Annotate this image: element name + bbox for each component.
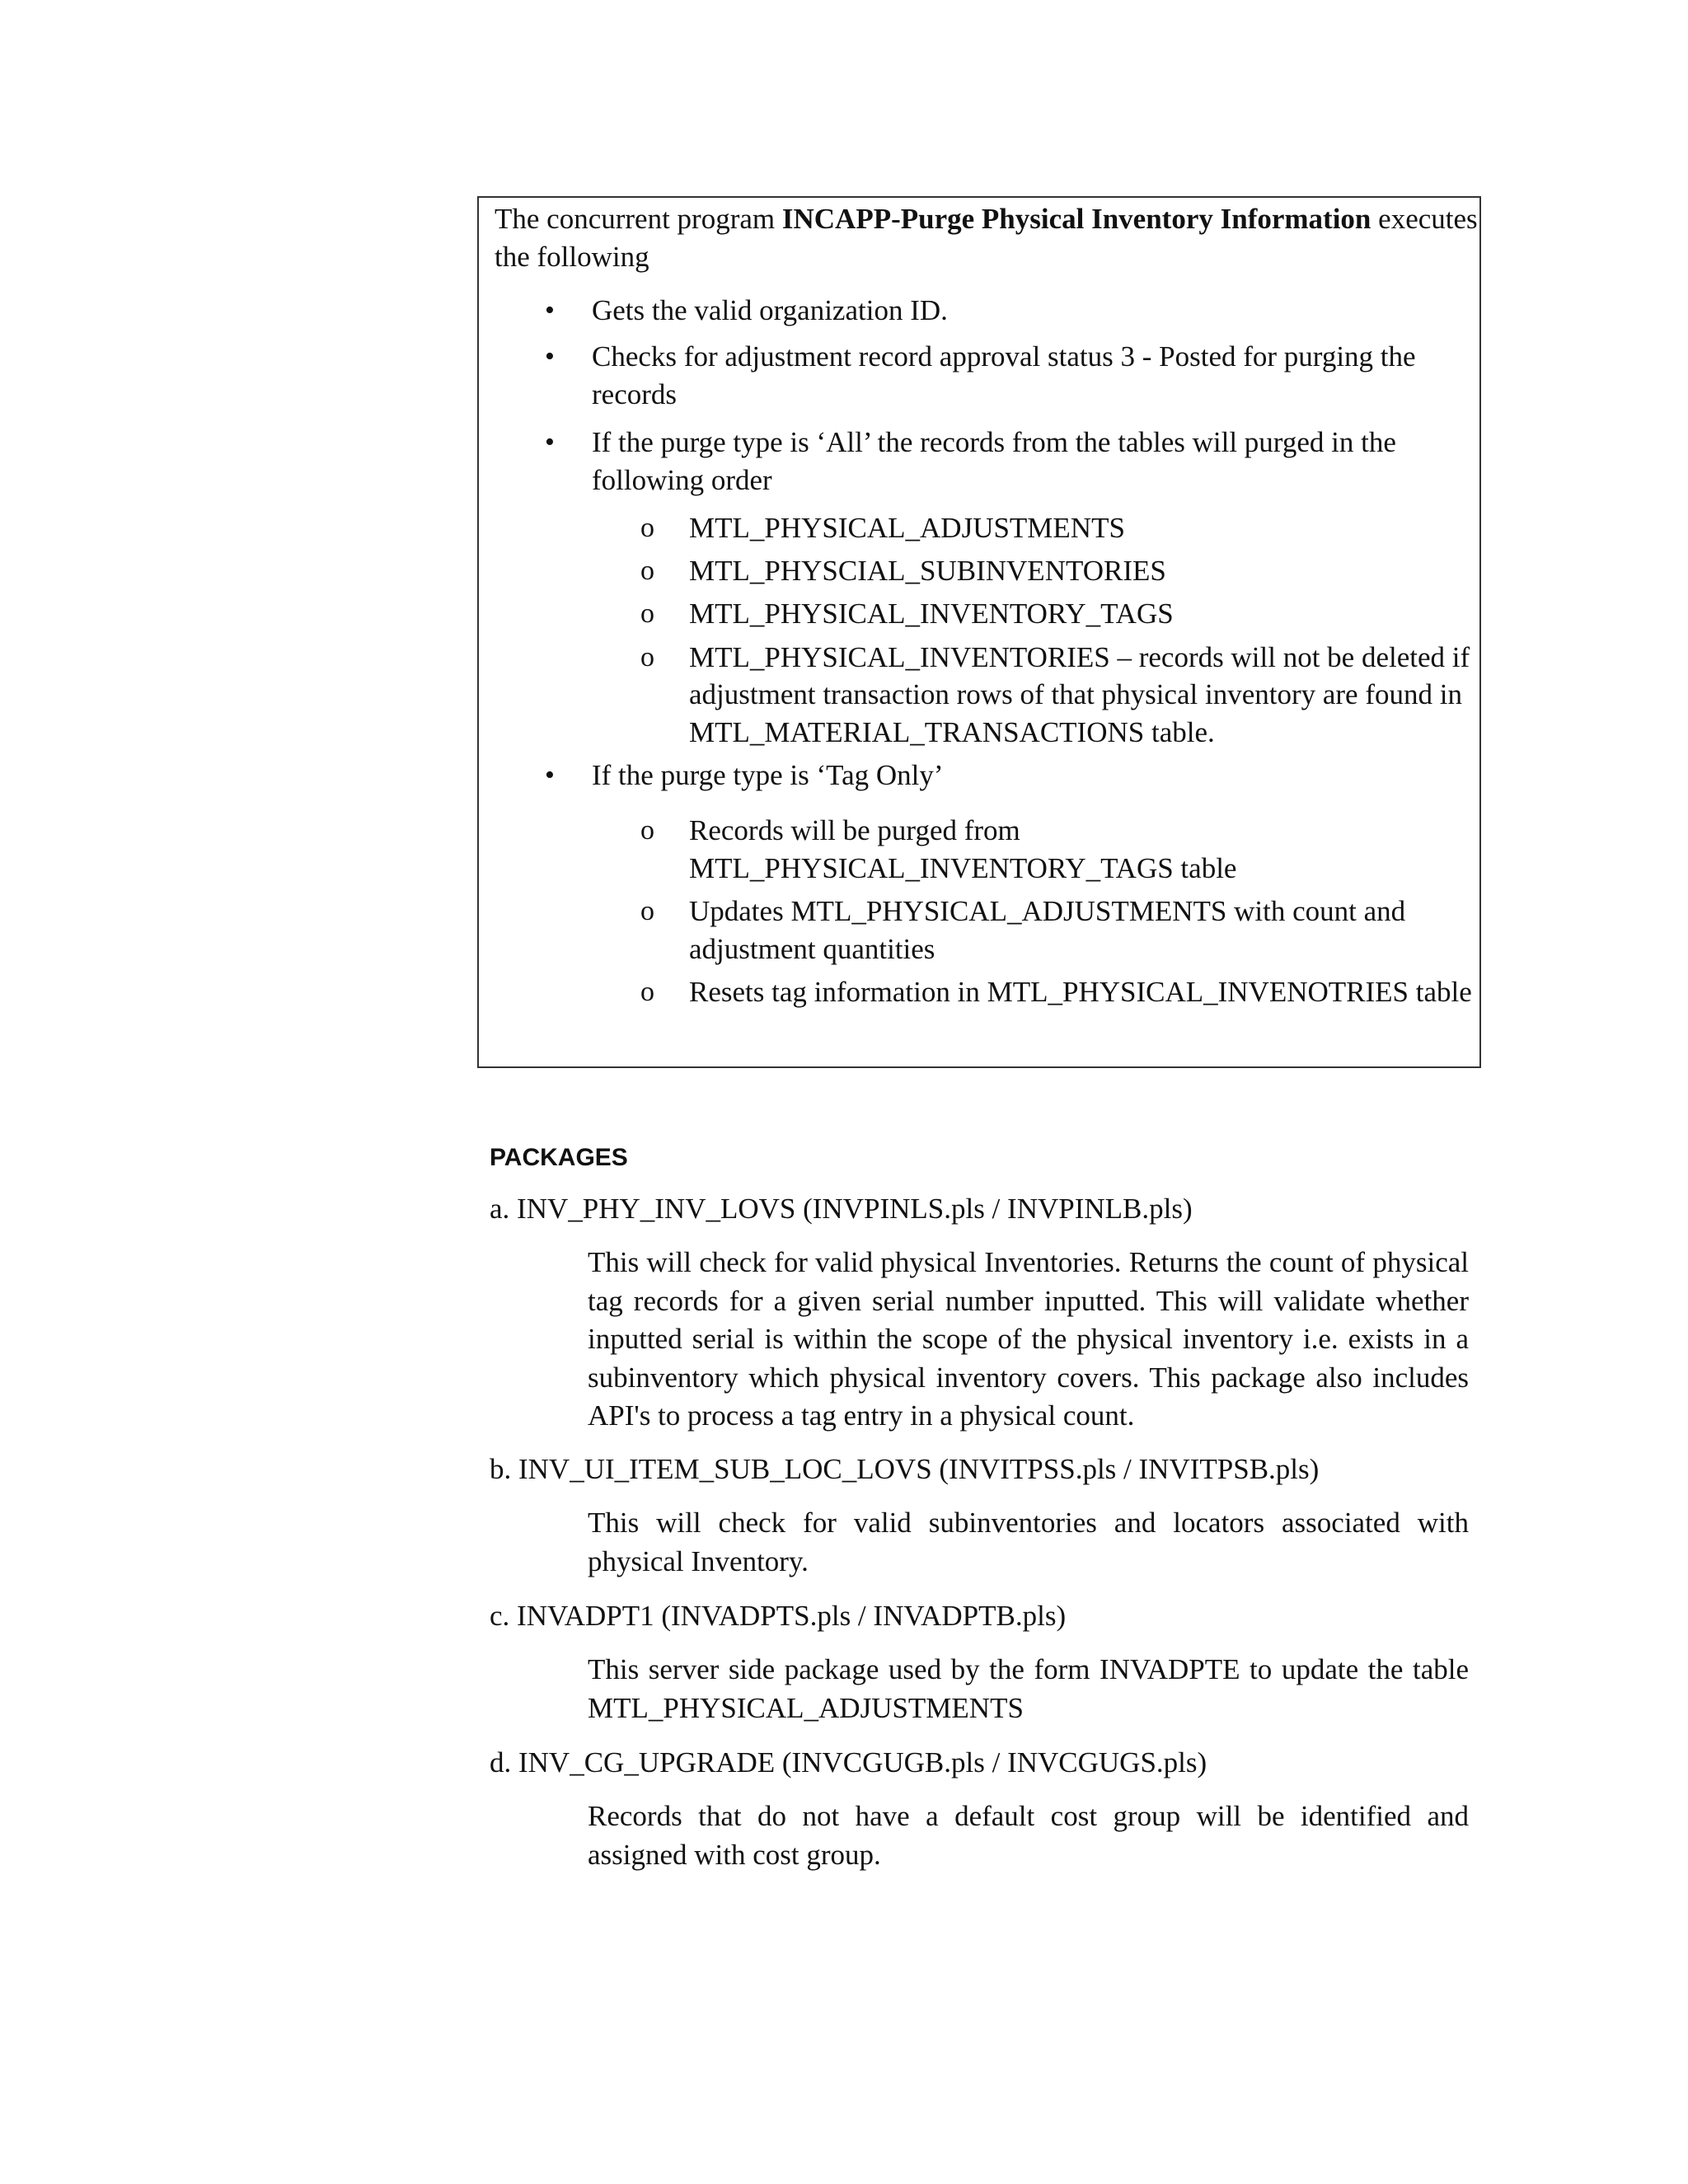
bullet-2-line-1: Checks for adjustment record approval status 3 - Posted for purging the [592,340,1416,373]
bullet-3-sub-2: MTL_PHYSCIAL_SUBINVENTORIES [689,555,1166,587]
sub-bullet-marker: o [640,598,654,629]
sub-bullet-marker: o [640,555,654,586]
sub-bullet-marker: o [640,896,654,926]
bullet-marker: • [545,295,555,326]
sub-bullet-marker: o [640,815,654,846]
package-a-description: This will check for valid physical Inventories. Returns the count of physical tag records for a given serial number inputted. This will validate whether inputted serial is within the scope of the physical inventory i.e. exists in a subinventory which physical inventory covers. This package also includes API's to process a tag entry in a physical count. [588,1246,1469,1432]
bullet-4-sub-3: Resets tag information in MTL_PHYSICAL_INVENOTRIES table [689,976,1472,1008]
program-name: INCAPP-Purge Physical Inventory Information [781,203,1372,235]
package-d-description: Records that do not have a default cost group will be identified and assigned with cost group. [588,1800,1469,1871]
bullet-2-line-2: records [592,378,678,410]
bullet-marker: • [545,760,555,790]
package-c-title: c. INVADPT1 (INVADPTS.pls / INVADPTB.pls) [490,1600,1067,1632]
bullet-marker: • [545,341,555,372]
bullet-4-sub-1-line-1: Records will be purged from [689,814,1020,846]
package-d-title: d. INV_CG_UPGRADE (INVCGUGB.pls / INVCGUGS.pls) [490,1746,1207,1779]
box-intro-line-2: the following [495,241,649,273]
box-intro-line-1 [495,200,1478,238]
bullet-3-sub-4-line-1: MTL_PHYSICAL_INVENTORIES – records will not be deleted if [689,641,1470,673]
bullet-4-sub-2-line-1: Updates MTL_PHYSICAL_ADJUSTMENTS with count and [689,895,1406,927]
package-b-description: This will check for valid subinventories and locators associated with physical Inventory. [588,1507,1469,1577]
package-b-title: b. INV_UI_ITEM_SUB_LOC_LOVS (INVITPSS.pls / INVITPSB.pls) [490,1453,1320,1485]
bullet-3-line-2: following order [592,464,772,496]
intro-suffix: executes [1371,203,1478,235]
bullet-4-line-1: If the purge type is ‘Tag Only’ [592,759,944,791]
intro-prefix: The concurrent program [495,203,782,235]
bullet-3-line-1: If the purge type is ‘All’ the records from the tables will purged in the [592,426,1396,458]
bullet-4-sub-1-line-2: MTL_PHYSICAL_INVENTORY_TAGS table [689,852,1237,884]
bullet-3-sub-1: MTL_PHYSICAL_ADJUSTMENTS [689,512,1125,544]
sub-bullet-marker: o [640,642,654,673]
bullet-3-sub-4-line-2: adjustment transaction rows of that physical inventory are found in [689,678,1462,710]
sub-bullet-marker: o [640,513,654,543]
package-c-description: This server side package used by the form INVADPTE to update the table MTL_PHYSICAL_ADJUSTMENTS [588,1653,1469,1724]
bullet-4-sub-2-line-2: adjustment quantities [689,933,935,965]
bullet-1-line-1: Gets the valid organization ID. [592,294,948,326]
bullet-3-sub-4-line-3: MTL_MATERIAL_TRANSACTIONS table. [689,716,1215,748]
packages-heading: PACKAGES [490,1144,628,1171]
sub-bullet-marker: o [640,977,654,1007]
bullet-marker: • [545,427,555,457]
bullet-3-sub-3: MTL_PHYSICAL_INVENTORY_TAGS [689,598,1174,630]
package-a-title: a. INV_PHY_INV_LOVS (INVPINLS.pls / INVPINLB.pls) [490,1193,1193,1225]
